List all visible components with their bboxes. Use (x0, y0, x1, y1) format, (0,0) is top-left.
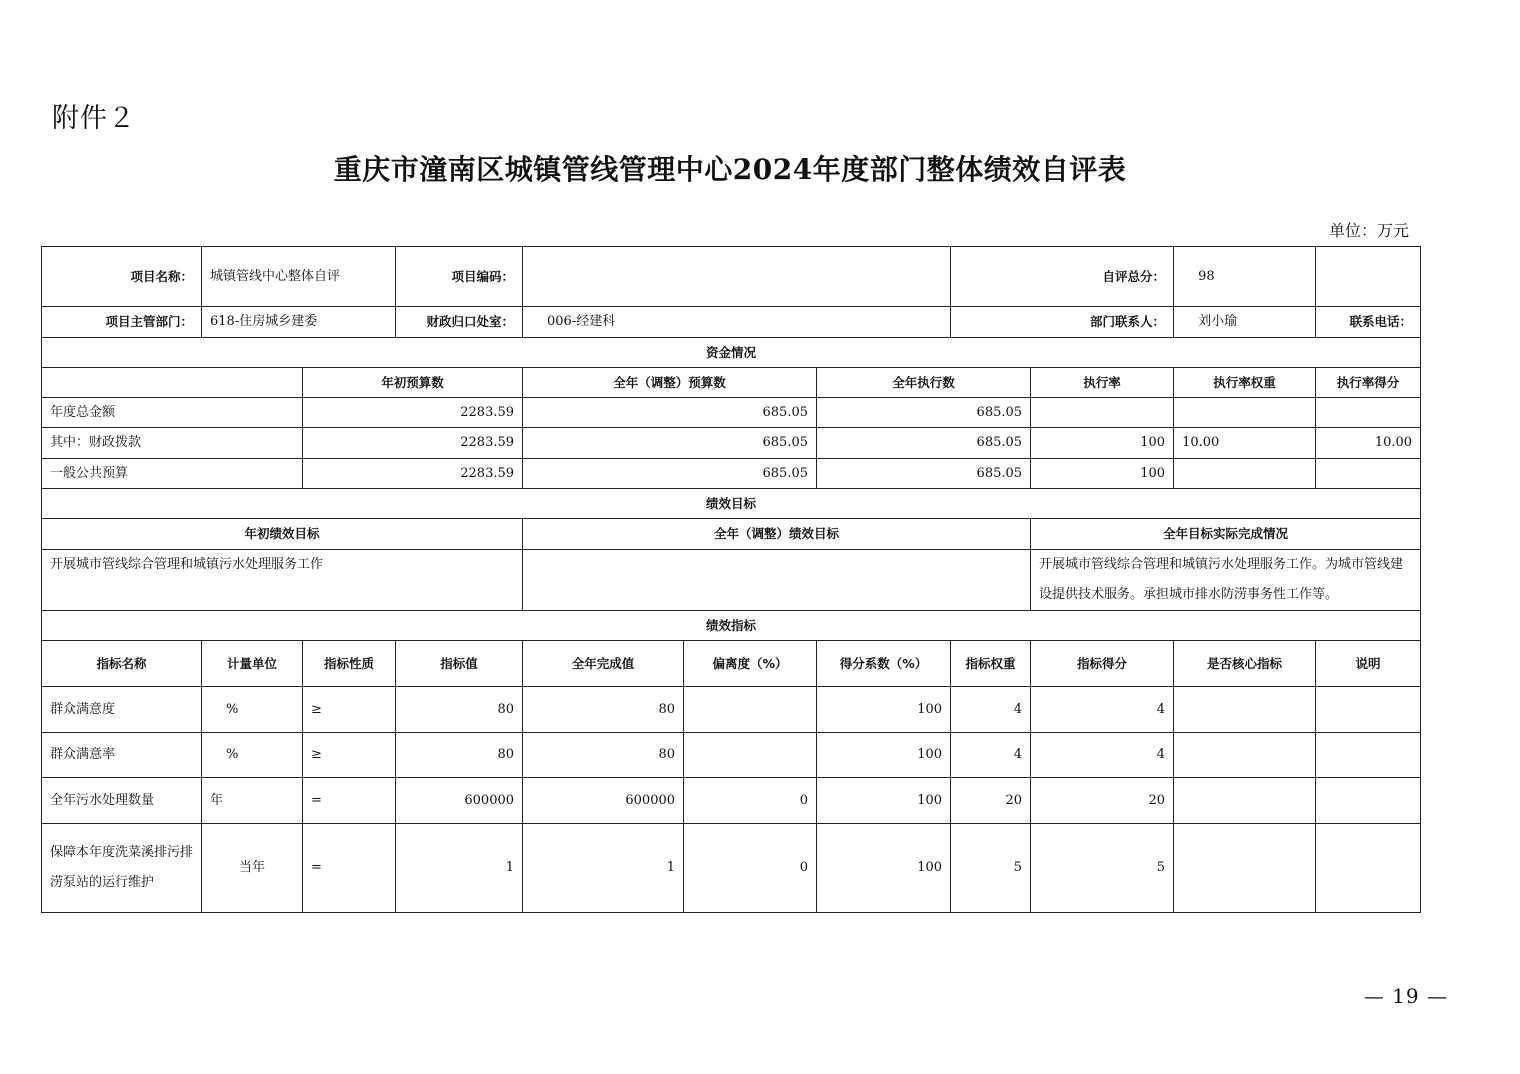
goals-section-title: 绩效目标 (42, 489, 1421, 519)
indicator-core (1174, 733, 1316, 778)
indicator-actual: 80 (523, 687, 684, 733)
indicator-coef: 100 (817, 687, 951, 733)
evaluation-table (41, 246, 1421, 913)
document-title: 重庆市潼南区城镇管线管理中心2024年度部门整体绩效自评表 (333, 153, 1127, 186)
indicator-header-weight: 指标权重 (951, 641, 1031, 687)
funds-adjusted: 685.05 (523, 398, 817, 428)
funds-row (42, 398, 1421, 428)
indicator-row (42, 778, 1421, 824)
indicator-actual: 1 (523, 824, 684, 913)
indicator-header-note: 说明 (1316, 641, 1421, 687)
indicator-unit: % (202, 733, 303, 778)
funds-row-label: 其中：财政拨款 (42, 428, 303, 459)
funds-row (42, 428, 1421, 459)
project-name-value: 城镇管线中心整体自评 (202, 247, 396, 307)
indicator-row (42, 733, 1421, 778)
indicator-weight: 5 (951, 824, 1031, 913)
empty-cell (1316, 247, 1421, 307)
funds-weight (1174, 459, 1316, 489)
empty-cell (42, 368, 303, 398)
funds-header-weight: 执行率权重 (1174, 368, 1316, 398)
goals-content-row (42, 550, 1421, 611)
self-score-label: 自评总分： (951, 247, 1174, 307)
funds-section-row (42, 338, 1421, 368)
indicator-score: 4 (1031, 733, 1174, 778)
funds-header-row (42, 368, 1421, 398)
indicator-nature: ≥ (303, 687, 396, 733)
funds-adjusted: 685.05 (523, 459, 817, 489)
attachment-label: 附件２ (52, 103, 136, 134)
indicator-weight: 4 (951, 687, 1031, 733)
goals-section-row (42, 489, 1421, 519)
indicator-note (1316, 824, 1421, 913)
funds-header-executed: 全年执行数 (817, 368, 1031, 398)
indicator-core (1174, 778, 1316, 824)
indicator-nature: = (303, 824, 396, 913)
indicator-row (42, 824, 1421, 913)
goals-header-initial: 年初绩效目标 (42, 519, 523, 550)
indicator-nature: ≥ (303, 733, 396, 778)
page-number: — 19 — (1363, 984, 1448, 1008)
funds-executed: 685.05 (817, 459, 1031, 489)
indicator-header-nature: 指标性质 (303, 641, 396, 687)
goals-header-row (42, 519, 1421, 550)
funds-header-initial: 年初预算数 (303, 368, 523, 398)
indicator-header-actual: 全年完成值 (523, 641, 684, 687)
indicator-header-unit: 计量单位 (202, 641, 303, 687)
funds-header-rate: 执行率 (1031, 368, 1174, 398)
indicator-weight: 4 (951, 733, 1031, 778)
funds-weight: 10.00 (1174, 428, 1316, 459)
finance-office-label: 财政归口处室： (396, 307, 523, 338)
indicators-section-title: 绩效指标 (42, 611, 1421, 641)
indicator-score: 4 (1031, 687, 1174, 733)
funds-rate (1031, 398, 1174, 428)
info-row-2 (42, 307, 1421, 338)
project-code-value (523, 247, 951, 307)
funds-row-label: 一般公共预算 (42, 459, 303, 489)
indicator-name: 全年污水处理数量 (42, 778, 202, 824)
funds-adjusted: 685.05 (523, 428, 817, 459)
funds-section-title: 资金情况 (42, 338, 1421, 368)
dept-label: 项目主管部门： (42, 307, 202, 338)
dept-value: 618-住房城乡建委 (202, 307, 396, 338)
funds-rate: 100 (1031, 459, 1174, 489)
indicator-row (42, 687, 1421, 733)
indicator-weight: 20 (951, 778, 1031, 824)
indicator-nature: = (303, 778, 396, 824)
funds-executed: 685.05 (817, 428, 1031, 459)
indicator-header-coef: 得分系数（%） (817, 641, 951, 687)
info-row-1 (42, 247, 1421, 307)
funds-row-label: 年度总金额 (42, 398, 303, 428)
indicator-actual: 80 (523, 733, 684, 778)
indicator-coef: 100 (817, 733, 951, 778)
funds-executed: 685.05 (817, 398, 1031, 428)
funds-weight (1174, 398, 1316, 428)
funds-score (1316, 459, 1421, 489)
phone-label: 联系电话： (1316, 307, 1421, 338)
indicator-header-deviation: 偏离度（%） (684, 641, 817, 687)
contact-label: 部门联系人： (951, 307, 1174, 338)
goals-header-adjusted: 全年（调整）绩效目标 (523, 519, 1031, 550)
self-score-value: 98 (1174, 247, 1316, 307)
goal-actual: 开展城市管线综合管理和城镇污水处理服务工作。为城市管线建设提供技术服务。承担城市排水防涝事务性工作等。 (1031, 550, 1421, 611)
indicator-header-name: 指标名称 (42, 641, 202, 687)
indicator-name: 保障本年度洗菜溪排污排涝泵站的运行维护 (42, 824, 202, 913)
indicator-header-score: 指标得分 (1031, 641, 1174, 687)
funds-header-adjusted: 全年（调整）预算数 (523, 368, 817, 398)
goal-initial: 开展城市管线综合管理和城镇污水处理服务工作 (42, 550, 523, 611)
indicator-note (1316, 778, 1421, 824)
indicator-target: 80 (396, 687, 523, 733)
goal-adjusted (523, 550, 1031, 611)
funds-initial: 2283.59 (303, 398, 523, 428)
funds-initial: 2283.59 (303, 459, 523, 489)
funds-header-score: 执行率得分 (1316, 368, 1421, 398)
funds-row (42, 459, 1421, 489)
indicator-target: 1 (396, 824, 523, 913)
indicator-core (1174, 687, 1316, 733)
unit-label: 单位：万元 (1328, 221, 1409, 240)
indicator-header-core: 是否核心指标 (1174, 641, 1316, 687)
indicator-deviation: 0 (684, 778, 817, 824)
indicator-name: 群众满意度 (42, 687, 202, 733)
indicator-deviation (684, 733, 817, 778)
contact-value: 刘小瑜 (1174, 307, 1316, 338)
funds-initial: 2283.59 (303, 428, 523, 459)
goals-header-actual: 全年目标实际完成情况 (1031, 519, 1421, 550)
funds-score (1316, 398, 1421, 428)
indicators-section-row (42, 611, 1421, 641)
project-code-label: 项目编码： (396, 247, 523, 307)
indicator-unit: 当年 (202, 824, 303, 913)
indicators-header-row (42, 641, 1421, 687)
indicator-header-target: 指标值 (396, 641, 523, 687)
funds-score: 10.00 (1316, 428, 1421, 459)
finance-office-value: 006-经建科 (523, 307, 951, 338)
indicator-coef: 100 (817, 778, 951, 824)
indicator-coef: 100 (817, 824, 951, 913)
indicator-target: 600000 (396, 778, 523, 824)
funds-rate: 100 (1031, 428, 1174, 459)
indicator-core (1174, 824, 1316, 913)
indicator-unit: 年 (202, 778, 303, 824)
indicator-target: 80 (396, 733, 523, 778)
indicator-note (1316, 687, 1421, 733)
indicator-unit: % (202, 687, 303, 733)
indicator-name: 群众满意率 (42, 733, 202, 778)
indicator-deviation: 0 (684, 824, 817, 913)
indicator-note (1316, 733, 1421, 778)
project-name-label: 项目名称： (42, 247, 202, 307)
indicator-actual: 600000 (523, 778, 684, 824)
indicator-deviation (684, 687, 817, 733)
indicator-score: 20 (1031, 778, 1174, 824)
indicator-score: 5 (1031, 824, 1174, 913)
